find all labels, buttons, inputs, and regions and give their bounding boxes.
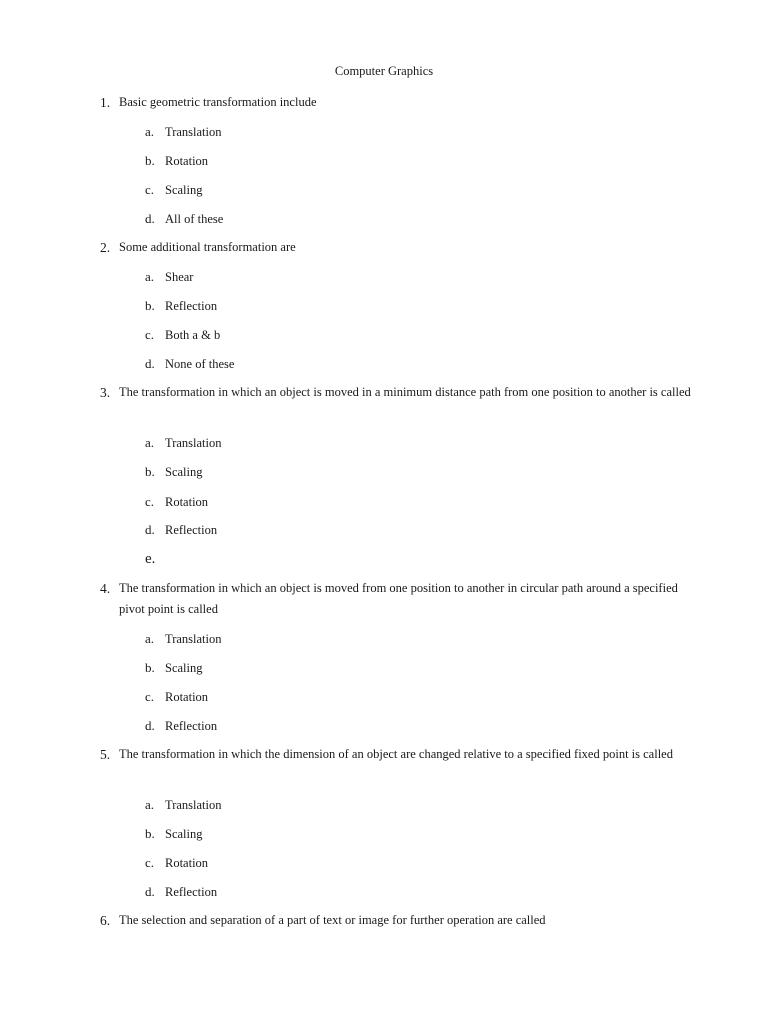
option-text: Translation: [165, 436, 222, 450]
option-text: Rotation: [165, 154, 209, 168]
question-text: The transformation in which an object is moved from one position to another in circular path around a specified pivot point is called: [119, 581, 678, 616]
option-letter: c.: [145, 494, 155, 509]
question-1-option-a: [145, 124, 222, 140]
question-text: The transformation in which an object is moved in a minimum distance path from one position to another is called: [119, 385, 691, 399]
option-letter: c.: [145, 327, 155, 342]
option-letter: b.: [145, 298, 155, 313]
option-letter: b.: [145, 153, 155, 168]
question-2: [100, 237, 700, 258]
question-3-option-d: [145, 522, 217, 538]
question-1-option-d: [145, 211, 223, 227]
question-4: [100, 578, 700, 620]
document-title: Computer Graphics: [334, 64, 434, 78]
option-text: Both a & b: [165, 328, 221, 342]
option-letter: e.: [145, 551, 156, 567]
option-letter: d.: [145, 884, 155, 899]
question-5-option-d: [145, 884, 217, 900]
question-text: Basic geometric transformation include: [119, 95, 317, 109]
option-text: Reflection: [165, 885, 218, 899]
option-text: Reflection: [165, 719, 218, 733]
question-3-option-e: [145, 551, 165, 567]
question-4-option-d: [145, 718, 217, 734]
question-text: Some additional transformation are: [119, 240, 296, 254]
option-letter: c.: [145, 689, 155, 704]
question-text: The selection and separation of a part of text or image for further operation are called: [119, 913, 546, 927]
question-1-option-b: [145, 153, 208, 169]
question-3: [100, 382, 700, 403]
option-letter: b.: [145, 826, 155, 841]
question-6: [100, 910, 700, 931]
option-text: Translation: [165, 632, 222, 646]
question-1-option-c: [145, 182, 203, 198]
question-4-option-b: [145, 660, 203, 676]
option-text: Reflection: [165, 523, 218, 537]
option-letter: a.: [145, 435, 155, 450]
question-number: 2.: [100, 240, 111, 255]
question-5-option-b: [145, 826, 203, 842]
question-2-option-d: [145, 356, 234, 372]
option-text: All of these: [165, 212, 224, 226]
option-letter: c.: [145, 182, 155, 197]
question-number: 5.: [100, 747, 111, 762]
question-1: [100, 92, 700, 113]
option-text: Translation: [165, 125, 222, 139]
option-letter: d.: [145, 211, 155, 226]
question-number: 6.: [100, 913, 111, 928]
question-3-option-b: [145, 464, 203, 480]
option-letter: b.: [145, 464, 155, 479]
option-text: Rotation: [165, 690, 209, 704]
option-letter: a.: [145, 269, 155, 284]
option-letter: d.: [145, 718, 155, 733]
question-5: [100, 744, 700, 765]
option-letter: a.: [145, 631, 155, 646]
question-number: 3.: [100, 385, 111, 400]
option-text: Shear: [165, 270, 194, 284]
question-3-option-a: [145, 435, 222, 451]
option-letter: c.: [145, 855, 155, 870]
option-letter: b.: [145, 660, 155, 675]
question-2-option-b: [145, 298, 217, 314]
option-text: Rotation: [165, 495, 209, 509]
question-2-option-c: [145, 327, 220, 343]
option-letter: d.: [145, 356, 155, 371]
option-text: None of these: [165, 357, 235, 371]
option-letter: a.: [145, 797, 155, 812]
option-text: Rotation: [165, 856, 209, 870]
question-number: 4.: [100, 581, 111, 596]
option-text: Reflection: [165, 299, 218, 313]
question-5-option-c: [145, 855, 208, 871]
question-text: The transformation in which the dimension of an object are changed relative to a specified fixed point is called: [119, 747, 673, 761]
option-text: Scaling: [165, 465, 203, 479]
option-text: Translation: [165, 798, 222, 812]
option-text: Scaling: [165, 183, 203, 197]
question-4-option-a: [145, 631, 222, 647]
question-5-option-a: [145, 797, 222, 813]
question-3-option-c: [145, 494, 208, 510]
question-2-option-a: [145, 269, 193, 285]
option-letter: a.: [145, 124, 155, 139]
question-number: 1.: [100, 95, 111, 110]
option-text: Scaling: [165, 827, 203, 841]
option-letter: d.: [145, 522, 155, 537]
option-text: Scaling: [165, 661, 203, 675]
question-4-option-c: [145, 689, 208, 705]
